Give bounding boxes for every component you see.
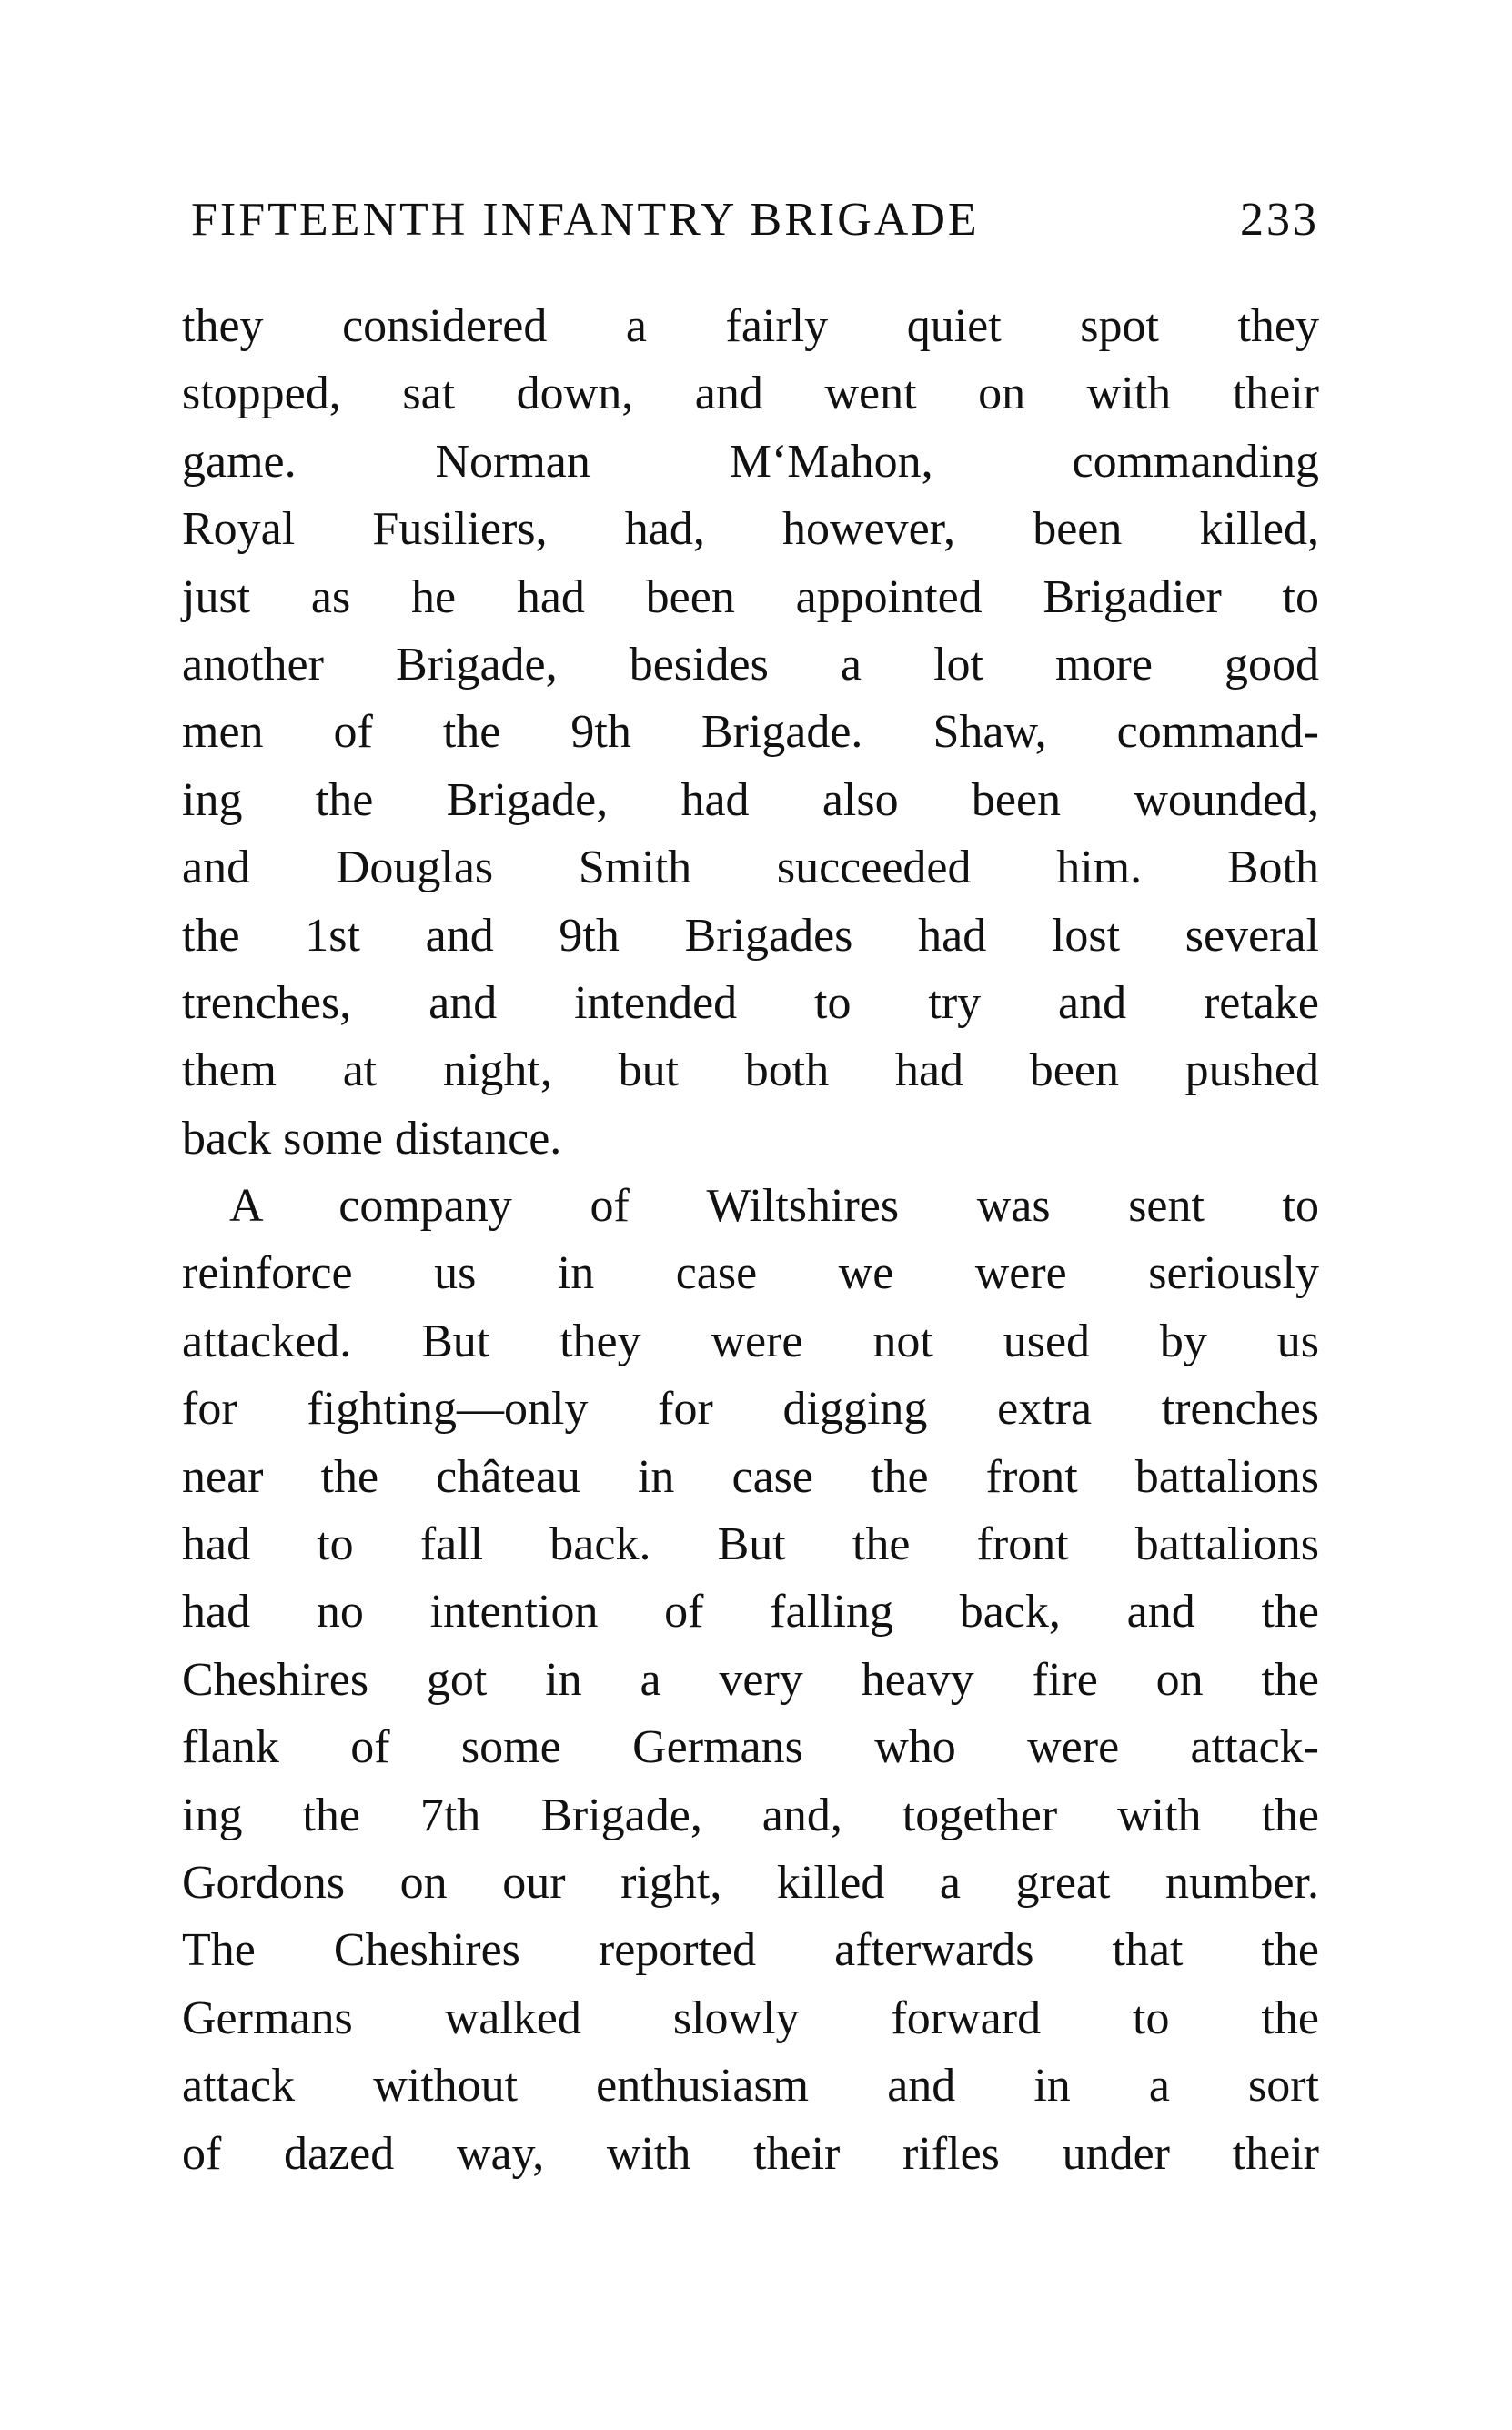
text-line: attack without enthusiasm and in a sort [182,2060,1319,2112]
text-line: stopped, sat down, and went on with their [182,368,1319,420]
page-number: 233 [1240,194,1319,246]
text-line: attacked. But they were not used by us [182,1315,1319,1367]
text-line: ing the 7th Brigade, and, together with the [182,1789,1319,1841]
text-line: the 1st and 9th Brigades had lost several [182,909,1319,962]
text-line: reinforce us in case we were seriously [182,1247,1319,1300]
text-line: just as he had been appointed Brigadier to [182,570,1319,623]
text-line: ing the Brigade, had also been wounded, [182,773,1319,826]
text-line: Gordons on our right, killed a great number. [182,1856,1319,1909]
text-line: had to fall back. But the front battalions [182,1518,1319,1571]
text-line: game. Norman M‘Mahon, commanding [182,435,1319,488]
text-line: another Brigade, besides a lot more good [182,638,1319,691]
text-line: men of the 9th Brigade. Shaw, command- [182,706,1319,759]
text-line: flank of some Germans who were attack- [182,1721,1319,1774]
text-line: A company of Wiltshires was sent to [229,1180,1319,1233]
text-line: they considered a fairly quiet spot they [182,300,1319,352]
running-title: FIFTEENTH INFANTRY BRIGADE [191,194,980,246]
text-line: back some distance. [182,1112,562,1165]
text-line: trenches, and intended to try and retake [182,976,1319,1029]
text-line: for fighting—only for digging extra trenches [182,1383,1319,1436]
text-line: them at night, but both had been pushed [182,1044,1319,1097]
text-line: Royal Fusiliers, had, however, been killed, [182,503,1319,556]
running-head [191,193,1319,257]
text-line: Germans walked slowly forward to the [182,1991,1319,2044]
text-line: of dazed way, with their rifles under their [182,2127,1319,2180]
text-line: The Cheshires reported afterwards that the [182,1924,1319,1977]
text-line: and Douglas Smith succeeded him. Both [182,842,1319,894]
text-line: near the château in case the front battalions [182,1450,1319,1503]
text-line: had no intention of falling back, and the [182,1586,1319,1638]
body-text [182,293,1319,2188]
text-line: Cheshires got in a very heavy fire on the [182,1653,1319,1706]
